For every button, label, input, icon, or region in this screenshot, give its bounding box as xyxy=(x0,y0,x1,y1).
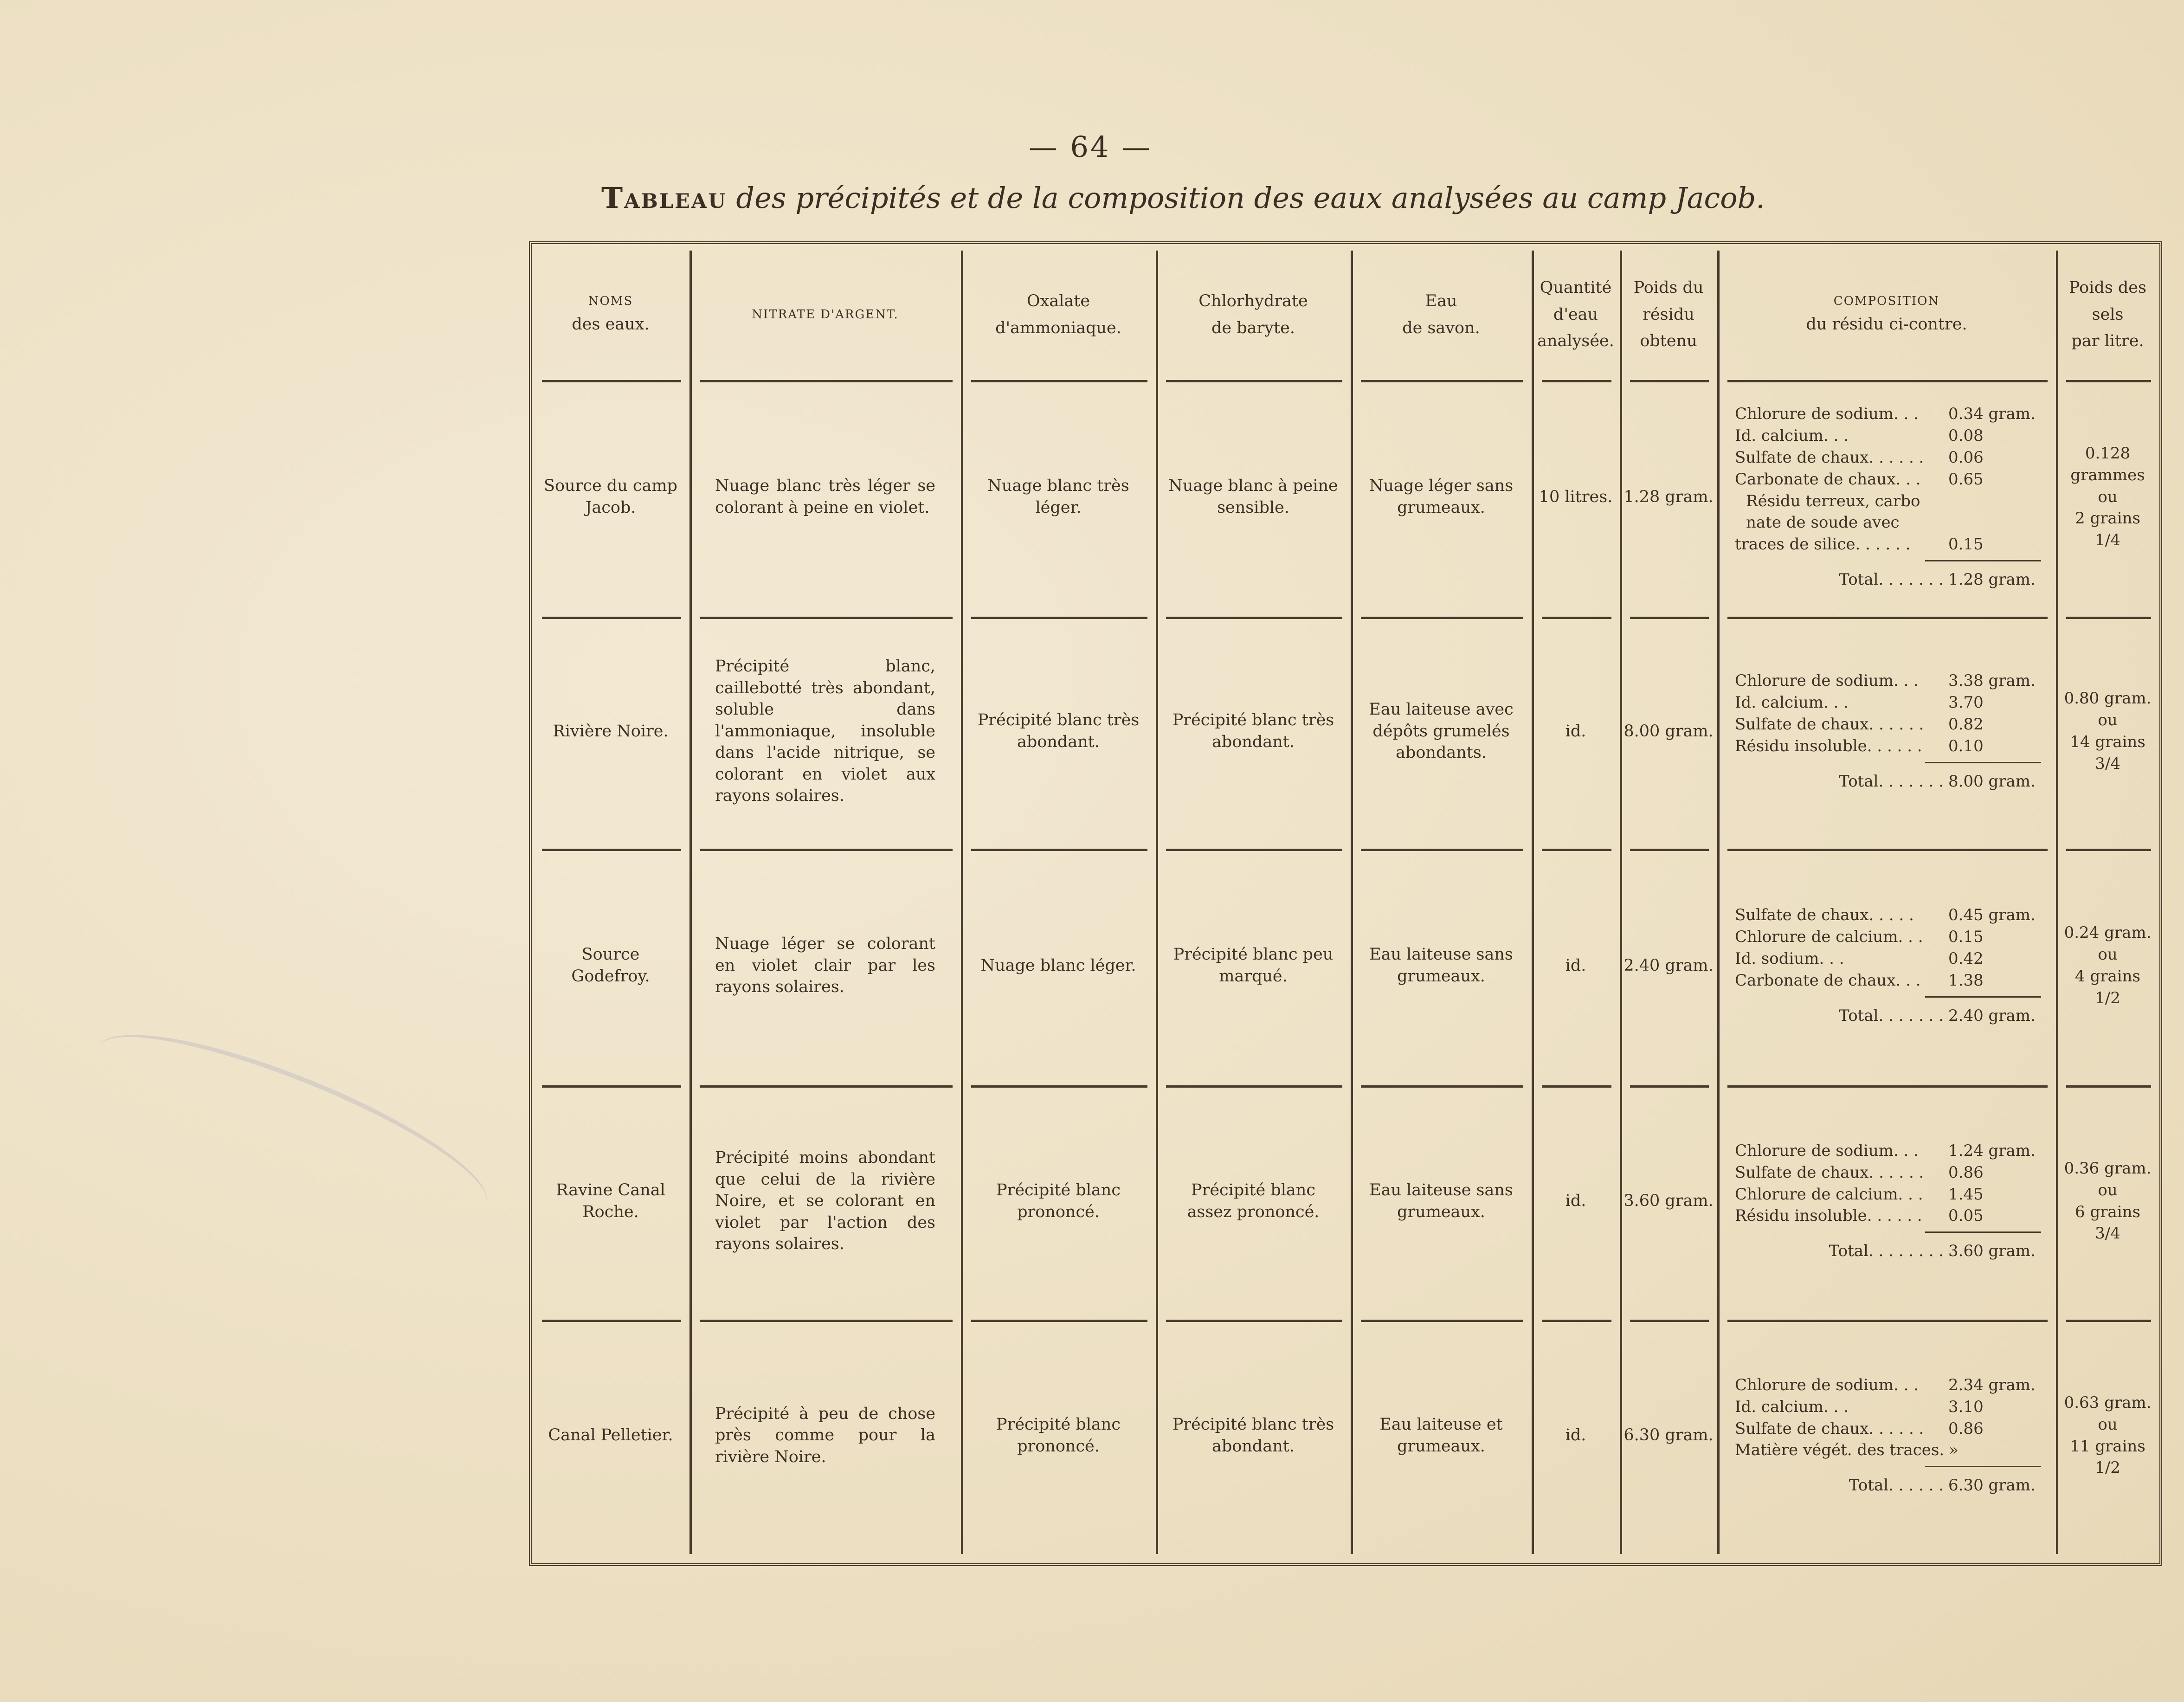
savon-result-text: Eau laiteuse et grumeaux. xyxy=(1379,1415,1503,1456)
row-rule xyxy=(2066,1320,2151,1322)
residue-weight xyxy=(1620,854,1717,1077)
component-name: Sulfate de chaux. . . . . . xyxy=(1735,1419,1924,1438)
chlorhydrate-result-text: Précipité blanc assez prononcé. xyxy=(1187,1180,1320,1221)
water-quantity-text: id. xyxy=(1565,1192,1586,1211)
composition-total xyxy=(1735,771,2041,793)
header-line: COMPOSITION xyxy=(1833,294,1940,309)
component-value: 0.86 xyxy=(1948,1163,1984,1182)
header-line: de baryte. xyxy=(1211,318,1295,337)
component-name: Chlorure de sodium. . . xyxy=(1735,1141,1919,1160)
chlorhydrate-result-text: Précipité blanc très abondant. xyxy=(1172,1415,1334,1456)
component-name: Chlorure de calcium. . . xyxy=(1735,928,1923,947)
caption-text: des précipités et de la composition des eaux analysées au camp Jacob. xyxy=(727,181,1765,215)
savon-result-text: Eau laiteuse avec dépôts grumelés abondants. xyxy=(1369,700,1514,762)
salts-line: 11 grains xyxy=(2070,1437,2145,1456)
oxalate-result xyxy=(961,854,1156,1077)
component-name: Id. calcium. . . xyxy=(1735,426,1849,445)
row-rule xyxy=(700,380,953,382)
header-line: d'ammoniaque. xyxy=(995,318,1121,337)
residue-composition xyxy=(1735,622,2041,840)
savon-result-text: Eau laiteuse sans grumeaux. xyxy=(1369,1180,1513,1221)
total-value: 8.00 gram. xyxy=(1948,772,2036,791)
row-rule xyxy=(1166,1320,1342,1322)
salts-line: 1/2 xyxy=(2095,988,2120,1007)
component-value xyxy=(1944,490,2041,512)
composition-line xyxy=(1735,1374,2041,1396)
oxalate-result xyxy=(961,622,1156,840)
total-rule xyxy=(1925,762,2041,763)
residue-composition xyxy=(1735,1091,2041,1311)
water-quantity xyxy=(1532,1325,1620,1546)
row-rule xyxy=(700,849,953,851)
row-rule xyxy=(1361,617,1523,619)
water-name-text: Ravine Canal Roche. xyxy=(556,1180,665,1221)
row-rule xyxy=(700,1320,953,1322)
row-rule xyxy=(1361,849,1523,851)
residue-composition xyxy=(1735,1325,2041,1546)
row-rule xyxy=(700,1085,953,1088)
row-rule xyxy=(542,1320,681,1322)
component-value: 0.42 xyxy=(1948,949,1984,968)
savon-result-text: Nuage léger sans grumeaux. xyxy=(1369,477,1514,517)
header-line: résidu xyxy=(1643,305,1694,324)
header-sels xyxy=(2056,253,2159,376)
row-rule xyxy=(2066,1085,2151,1088)
composition-line xyxy=(1735,1162,2041,1184)
row-rule xyxy=(1166,617,1342,619)
composition-line xyxy=(1735,1418,2041,1440)
water-analysis-table xyxy=(529,241,2162,1566)
savon-result xyxy=(1351,622,1532,840)
oxalate-result xyxy=(961,1325,1156,1546)
header-line: obtenu xyxy=(1640,332,1697,351)
salts-per-litre xyxy=(2056,854,2159,1077)
header-line: d'eau xyxy=(1553,305,1598,324)
component-name: Sulfate de chaux. . . . . . xyxy=(1735,1163,1924,1182)
residue-weight xyxy=(1620,1091,1717,1311)
component-name: Chlorure de sodium. . . xyxy=(1735,1375,1919,1394)
water-quantity-text: id. xyxy=(1565,1426,1586,1445)
component-value: 0.82 xyxy=(1948,715,1984,734)
water-name xyxy=(532,622,689,840)
component-name: Résidu terreux, carbo xyxy=(1746,491,1920,510)
pencil-mark xyxy=(80,1002,504,1249)
composition-line xyxy=(1735,1396,2041,1418)
salts-line: ou xyxy=(2098,711,2118,730)
salts-line: 1/2 xyxy=(2095,1458,2120,1477)
row-rule xyxy=(971,380,1147,382)
total-label: Total. . . . . . . . xyxy=(1829,1242,1944,1261)
composition-line xyxy=(1735,970,2041,992)
row-rule xyxy=(1630,617,1709,619)
chlorhydrate-result xyxy=(1156,1325,1351,1546)
header-line: Poids des xyxy=(2069,278,2146,297)
residue-weight-text: 3.60 gram. xyxy=(1624,1192,1714,1211)
chlorhydrate-result xyxy=(1156,622,1351,840)
component-value: 3.38 gram. xyxy=(1948,671,2036,690)
row-rule xyxy=(1361,1085,1523,1088)
chlorhydrate-result xyxy=(1156,1091,1351,1311)
component-name: Sulfate de chaux. . . . . xyxy=(1735,906,1914,925)
total-value: 6.30 gram. xyxy=(1948,1476,2036,1495)
salts-per-litre xyxy=(2056,386,2159,608)
column-divider xyxy=(1717,251,1720,1554)
salts-per-litre xyxy=(2056,622,2159,840)
row-rule xyxy=(971,1320,1147,1322)
component-value: 0.34 gram. xyxy=(1948,404,2036,423)
nitrate-result-text: Nuage léger se colorant en violet clair par les rayons solaires. xyxy=(715,935,935,997)
row-rule xyxy=(2066,617,2151,619)
component-name: Carbonate de chaux. . . xyxy=(1735,971,1921,990)
component-name: Matière végét. des traces. xyxy=(1735,1441,1945,1460)
water-name-text: Source du camp Jacob. xyxy=(544,477,677,517)
composition-line xyxy=(1735,447,2041,469)
salts-line: ou xyxy=(2098,1180,2118,1199)
total-value: 3.60 gram. xyxy=(1948,1242,2036,1261)
residue-composition xyxy=(1735,386,2041,608)
water-quantity xyxy=(1532,622,1620,840)
composition-total xyxy=(1735,1475,2041,1496)
header-line: NITRATE D'ARGENT. xyxy=(752,308,899,322)
component-value: 1.24 gram. xyxy=(1948,1141,2036,1160)
header-line: du résidu ci-contre. xyxy=(1806,315,1967,334)
table-caption xyxy=(534,181,1833,215)
component-value: 3.10 xyxy=(1948,1397,1984,1416)
header-line: par litre. xyxy=(2071,332,2144,351)
row-rule xyxy=(1361,380,1523,382)
header-oxalate xyxy=(961,253,1156,376)
savon-result-text: Eau laiteuse sans grumeaux. xyxy=(1369,945,1513,986)
salts-line: 0.24 gram. xyxy=(2064,923,2152,942)
row-rule xyxy=(1542,1085,1611,1088)
oxalate-result-text: Nuage blanc très léger. xyxy=(987,477,1129,517)
total-label: Total. . . . . . xyxy=(1849,1476,1944,1495)
component-value: 0.65 xyxy=(1948,470,1984,489)
composition-line xyxy=(1735,1205,2041,1227)
row-rule xyxy=(1542,1320,1611,1322)
header-line: Poids du xyxy=(1633,278,1704,297)
composition-line xyxy=(1735,714,2041,735)
total-label: Total. . . . . . . xyxy=(1839,772,1944,791)
composition-total xyxy=(1735,1240,2041,1262)
row-rule xyxy=(542,849,681,851)
caption-lead: Tableau xyxy=(601,181,727,215)
chlorhydrate-result-text: Nuage blanc à peine sensible. xyxy=(1168,477,1338,517)
savon-result xyxy=(1351,386,1532,608)
row-rule xyxy=(1361,1320,1523,1322)
residue-weight xyxy=(1620,386,1717,608)
total-rule xyxy=(1925,560,2041,561)
header-noms xyxy=(532,253,689,376)
header-line: Eau xyxy=(1425,291,1457,310)
header-line: Chlorhydrate xyxy=(1198,291,1308,310)
composition-line xyxy=(1735,512,2041,534)
composition-line xyxy=(1735,1140,2041,1162)
header-composition xyxy=(1717,253,2056,376)
row-rule xyxy=(1166,380,1342,382)
composition-line xyxy=(1735,1439,2041,1461)
water-quantity xyxy=(1532,1091,1620,1311)
composition-line xyxy=(1735,1184,2041,1206)
savon-result xyxy=(1351,1325,1532,1546)
water-quantity-text: id. xyxy=(1565,956,1586,975)
chlorhydrate-result xyxy=(1156,854,1351,1077)
component-name: Id. sodium. . . xyxy=(1735,949,1844,968)
component-value: 0.06 xyxy=(1948,448,1984,467)
salts-line: 0.63 gram. xyxy=(2064,1393,2152,1412)
page-number: — 64 — xyxy=(1028,130,1153,164)
oxalate-result-text: Nuage blanc léger. xyxy=(980,956,1136,975)
salts-line: ou xyxy=(2098,945,2118,964)
header-line: Quantité xyxy=(1540,278,1612,297)
water-name-text: Rivière Noire. xyxy=(553,722,669,741)
row-rule xyxy=(1727,617,2048,619)
chlorhydrate-result-text: Précipité blanc peu marqué. xyxy=(1173,945,1334,986)
nitrate-result xyxy=(689,1325,961,1546)
row-rule xyxy=(1630,849,1709,851)
salts-per-litre xyxy=(2056,1325,2159,1546)
chlorhydrate-result-text: Précipité blanc très abondant. xyxy=(1172,711,1334,751)
component-name: Carbonate de chaux. . . xyxy=(1735,470,1921,489)
salts-line: 4 grains xyxy=(2075,967,2140,986)
header-line: sels xyxy=(2092,305,2124,324)
composition-line xyxy=(1735,904,2041,926)
component-value: 0.08 xyxy=(1948,426,1984,445)
component-value xyxy=(1944,512,2041,534)
composition-line xyxy=(1735,735,2041,757)
component-name: Id. calcium. . . xyxy=(1735,1397,1849,1416)
composition-line xyxy=(1735,469,2041,490)
component-name: Sulfate de chaux. . . . . . xyxy=(1735,715,1924,734)
header-chlorhydrate xyxy=(1156,253,1351,376)
salts-line: 0.128 xyxy=(2085,444,2131,463)
total-rule xyxy=(1925,996,2041,998)
header-line: Oxalate xyxy=(1026,291,1090,310)
total-value: 1.28 gram. xyxy=(1948,570,2036,589)
row-rule xyxy=(2066,380,2151,382)
water-name xyxy=(532,1091,689,1311)
composition-line xyxy=(1735,670,2041,692)
component-name: Résidu insoluble. . . . . . xyxy=(1735,736,1922,755)
row-rule xyxy=(542,1085,681,1088)
water-quantity xyxy=(1532,854,1620,1077)
row-rule xyxy=(1727,849,2048,851)
row-rule xyxy=(542,380,681,382)
water-quantity xyxy=(1532,386,1620,608)
total-rule xyxy=(1925,1466,2041,1467)
row-rule xyxy=(1542,617,1611,619)
oxalate-result-text: Précipité blanc très abondant. xyxy=(977,711,1140,751)
residue-weight-text: 6.30 gram. xyxy=(1624,1426,1714,1445)
component-name: Chlorure de sodium. . . xyxy=(1735,671,1919,690)
row-rule xyxy=(1727,1320,2048,1322)
nitrate-result xyxy=(689,386,961,608)
row-rule xyxy=(1542,380,1611,382)
row-rule xyxy=(1542,849,1611,851)
water-name-text: Canal Pelletier. xyxy=(548,1426,673,1445)
nitrate-result-text: Précipité moins abondant que celui de la rivière Noire, et se colorant en violet par l'action des rayons solaires. xyxy=(715,1148,935,1254)
component-value: 0.05 xyxy=(1948,1206,1984,1225)
salts-line: ou xyxy=(2098,487,2118,506)
header-nitrate xyxy=(689,253,961,376)
composition-line xyxy=(1735,425,2041,447)
nitrate-result xyxy=(689,1091,961,1311)
residue-composition xyxy=(1735,854,2041,1077)
nitrate-result xyxy=(689,854,961,1077)
row-rule xyxy=(1727,380,2048,382)
residue-weight-text: 2.40 gram. xyxy=(1624,956,1714,975)
composition-line xyxy=(1735,403,2041,425)
savon-result xyxy=(1351,1091,1532,1311)
residue-weight xyxy=(1620,1325,1717,1546)
header-savon xyxy=(1351,253,1532,376)
composition-line xyxy=(1735,692,2041,714)
salts-line: grammes xyxy=(2070,465,2145,484)
row-rule xyxy=(971,1085,1147,1088)
row-rule xyxy=(542,617,681,619)
component-value: 3.70 xyxy=(1948,693,1984,712)
component-name: nate de soude avec xyxy=(1746,513,1900,532)
composition-line xyxy=(1735,926,2041,948)
residue-weight xyxy=(1620,622,1717,840)
total-label: Total. . . . . . . xyxy=(1839,570,1944,589)
water-quantity-text: 10 litres. xyxy=(1539,487,1613,506)
oxalate-result xyxy=(961,386,1156,608)
composition-total xyxy=(1735,1005,2041,1027)
salts-line: 6 grains xyxy=(2075,1202,2140,1221)
composition-line xyxy=(1735,490,2041,512)
component-value: 0.15 xyxy=(1948,535,1984,554)
salts-line: 0.80 gram. xyxy=(2064,689,2152,708)
water-quantity-text: id. xyxy=(1565,722,1586,741)
total-rule xyxy=(1925,1231,2041,1233)
water-name xyxy=(532,386,689,608)
component-name: traces de silice. . . . . . xyxy=(1735,535,1911,554)
header-line: analysée. xyxy=(1537,332,1614,351)
water-name xyxy=(532,854,689,1077)
nitrate-result-text: Précipité blanc, caillebotté très abondant, soluble dans l'ammoniaque, insoluble dans l'acide nitrique, se colorant en violet aux rayons solaires. xyxy=(715,657,935,806)
composition-total xyxy=(1735,569,2041,591)
component-name: Résidu insoluble. . . . . . xyxy=(1735,1206,1922,1225)
row-rule xyxy=(971,849,1147,851)
row-rule xyxy=(1166,1085,1342,1088)
salts-line: 1/4 xyxy=(2095,531,2120,550)
row-rule xyxy=(1166,849,1342,851)
savon-result xyxy=(1351,854,1532,1077)
header-line: des eaux. xyxy=(572,315,650,334)
row-rule xyxy=(1630,1320,1709,1322)
component-value: 0.86 xyxy=(1948,1419,1984,1438)
component-name: Chlorure de sodium. . . xyxy=(1735,404,1919,423)
residue-weight-text: 8.00 gram. xyxy=(1624,722,1714,741)
total-value: 2.40 gram. xyxy=(1948,1006,2036,1025)
total-label: Total. . . . . . . xyxy=(1839,1006,1944,1025)
row-rule xyxy=(2066,849,2151,851)
row-rule xyxy=(971,617,1147,619)
header-line: NOMS xyxy=(588,294,633,309)
row-rule xyxy=(1630,1085,1709,1088)
chlorhydrate-result xyxy=(1156,386,1351,608)
salts-per-litre xyxy=(2056,1091,2159,1311)
salts-line: 3/4 xyxy=(2095,1224,2120,1243)
component-name: Chlorure de calcium. . . xyxy=(1735,1185,1923,1204)
nitrate-result-text: Précipité à peu de chose près comme pour la rivière Noire. xyxy=(715,1404,935,1466)
nitrate-result-text: Nuage blanc très léger se colorant à peine en violet. xyxy=(715,477,935,517)
salts-line: 14 grains xyxy=(2070,733,2145,751)
composition-line xyxy=(1735,534,2041,555)
component-value: 1.38 xyxy=(1948,971,1984,990)
water-name xyxy=(532,1325,689,1546)
residue-weight-text: 1.28 gram. xyxy=(1624,487,1714,506)
component-value: 2.34 gram. xyxy=(1948,1375,2036,1394)
component-value: 0.15 xyxy=(1948,928,1984,947)
oxalate-result-text: Précipité blanc prononcé. xyxy=(996,1415,1121,1456)
composition-line xyxy=(1735,948,2041,970)
row-rule xyxy=(700,617,953,619)
header-poids xyxy=(1620,253,1717,376)
water-name-text: Source Godefroy. xyxy=(571,945,650,986)
nitrate-result xyxy=(689,622,961,840)
salts-line: ou xyxy=(2098,1415,2118,1434)
oxalate-result-text: Précipité blanc prononcé. xyxy=(996,1180,1121,1221)
header-quantite xyxy=(1532,253,1620,376)
component-value: 0.45 gram. xyxy=(1948,906,2036,925)
component-value: 1.45 xyxy=(1948,1185,1984,1204)
row-rule xyxy=(1727,1085,2048,1088)
header-line: de savon. xyxy=(1402,318,1480,337)
component-name: Sulfate de chaux. . . . . . xyxy=(1735,448,1924,467)
row-rule xyxy=(1630,380,1709,382)
oxalate-result xyxy=(961,1091,1156,1311)
component-value: » xyxy=(1949,1441,1959,1460)
salts-line: 2 grains xyxy=(2075,509,2140,528)
salts-line: 0.36 gram. xyxy=(2064,1159,2152,1178)
component-value: 0.10 xyxy=(1948,736,1984,755)
component-name: Id. calcium. . . xyxy=(1735,693,1849,712)
salts-line: 3/4 xyxy=(2095,754,2120,773)
